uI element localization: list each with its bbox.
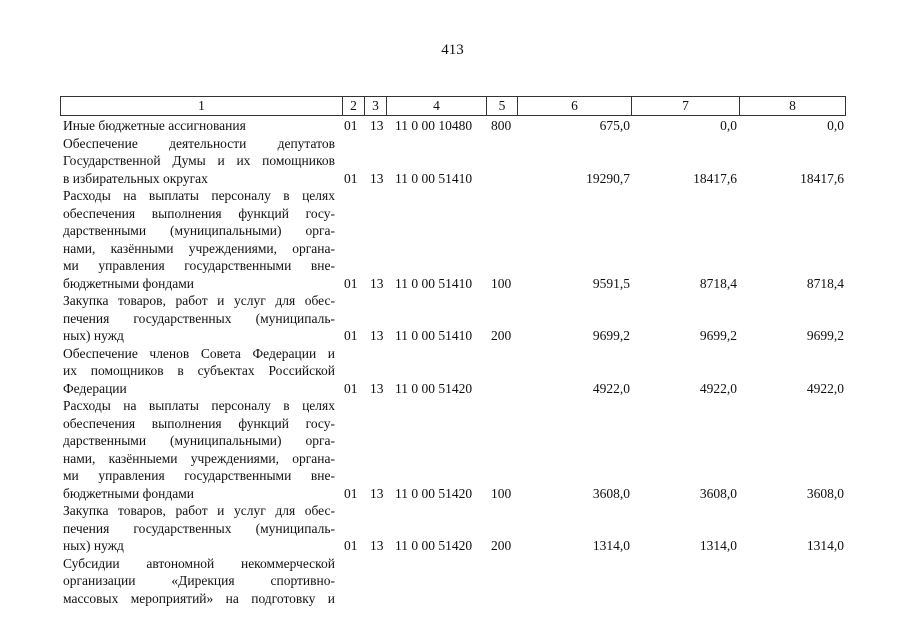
row-section-code: 01: [344, 328, 358, 343]
row-label-line: печения государственных (муниципаль-: [63, 310, 335, 326]
row-target-article-code: 11 0 00 51410: [395, 170, 473, 186]
row-value-col6: 9699,2: [592, 328, 630, 343]
row-label-line: организации «Дирекция спортивно-: [63, 573, 335, 588]
table-row: [0, 345, 905, 398]
row-label-line: ных) нужд: [63, 328, 124, 343]
row-label-line: дарственными (муниципальными) орга-: [63, 223, 335, 238]
row-subsection-code: 13: [370, 328, 384, 343]
row-label-line: Обеспечение деятельности депутатов: [63, 135, 335, 151]
row-label-line: Расходы на выплаты персоналу в целях: [63, 188, 335, 203]
table-row: [0, 292, 905, 345]
row-expense-type-code: 200: [491, 538, 512, 553]
row-section-code: 01: [344, 485, 358, 501]
row-label-line: нами, казённыеми учреждениями, органа-: [63, 450, 335, 466]
row-label-line: в избирательных округах: [63, 170, 208, 186]
row-section-code: 01: [344, 118, 358, 133]
table-row: [0, 135, 905, 188]
row-label-line: обеспечения выполнения функций госу-: [63, 415, 335, 431]
header-col-4: 4: [386, 97, 486, 115]
row-expense-type-code: 200: [491, 328, 512, 343]
row-label-line: Иные бюджетные ассигнования: [63, 118, 246, 133]
row-label-line: Расходы на выплаты персоналу в целях: [63, 398, 335, 413]
table-row: [0, 187, 905, 292]
row-value-col8: 4922,0: [806, 380, 844, 396]
row-value-col7: 4922,0: [699, 380, 737, 396]
table-row: [0, 397, 905, 502]
row-subsection-code: 13: [370, 118, 384, 133]
row-label-line: ных) нужд: [63, 538, 124, 553]
row-value-col8: 0,0: [827, 118, 844, 133]
row-label-line: Субсидии автономной некоммерческой: [63, 555, 335, 571]
row-subsection-code: 13: [370, 485, 384, 501]
header-col-2: 2: [342, 97, 364, 115]
row-value-col7: 18417,6: [693, 170, 737, 186]
header-col-7: 7: [631, 97, 739, 115]
header-col-6: 6: [517, 97, 631, 115]
row-label-line: обеспечения выполнения функций госу-: [63, 205, 335, 221]
row-expense-type-code: 800: [491, 118, 512, 133]
row-section-code: 01: [344, 275, 358, 291]
row-expense-type-code: 100: [491, 485, 512, 501]
header-col-3: 3: [364, 97, 386, 115]
row-label-line: массовых мероприятий» на подготовку и: [63, 590, 335, 606]
row-target-article-code: 11 0 00 10480: [395, 118, 473, 133]
row-value-col6: 19290,7: [586, 170, 630, 186]
row-value-col8: 8718,4: [806, 275, 844, 291]
row-label-line: нами, казёнными учреждениями, органа-: [63, 240, 335, 256]
row-value-col7: 3608,0: [699, 485, 737, 501]
header-col-1: 1: [60, 97, 342, 115]
row-value-col6: 9591,5: [592, 275, 630, 291]
row-expense-type-code: 100: [491, 275, 512, 291]
row-value-col7: 1314,0: [699, 538, 737, 553]
row-value-col6: 3608,0: [592, 485, 630, 501]
row-subsection-code: 13: [370, 170, 384, 186]
row-subsection-code: 13: [370, 275, 384, 291]
header-col-8: 8: [739, 97, 846, 115]
table-row: [0, 502, 905, 555]
row-target-article-code: 11 0 00 51420: [395, 380, 473, 396]
row-target-article-code: 11 0 00 51420: [395, 485, 473, 501]
row-value-col7: 8718,4: [699, 275, 737, 291]
row-target-article-code: 11 0 00 51410: [395, 275, 473, 291]
row-label-line: дарственными (муниципальными) орга-: [63, 433, 335, 448]
row-value-col8: 18417,6: [800, 170, 844, 186]
row-subsection-code: 13: [370, 538, 384, 553]
row-label-line: Закупка товаров, работ и услуг для обес-: [63, 503, 335, 518]
page-number: 413: [441, 42, 464, 58]
row-label-line: Государственной Думы и их помощников: [63, 153, 335, 168]
row-label-line: печения государственных (муниципаль-: [63, 520, 335, 536]
row-value-col8: 9699,2: [806, 328, 844, 343]
row-target-article-code: 11 0 00 51420: [395, 538, 473, 553]
row-label-line: Обеспечение членов Совета Федерации и: [63, 345, 335, 361]
row-target-article-code: 11 0 00 51410: [395, 328, 473, 343]
row-subsection-code: 13: [370, 380, 384, 396]
row-label-line: бюджетными фондами: [63, 485, 194, 501]
row-label-line: Федерации: [63, 380, 127, 396]
row-section-code: 01: [344, 380, 358, 396]
row-section-code: 01: [344, 170, 358, 186]
row-label-line: Закупка товаров, работ и услуг для обес-: [63, 293, 335, 308]
row-label-line: ми управления государственными вне-: [63, 258, 335, 273]
row-label-line: их помощников в субъектах Российской: [63, 363, 335, 378]
row-value-col6: 4922,0: [592, 380, 630, 396]
row-value-col8: 3608,0: [806, 485, 844, 501]
table-row: [0, 117, 905, 135]
row-value-col6: 1314,0: [592, 538, 630, 553]
row-value-col8: 1314,0: [806, 538, 844, 553]
row-value-col6: 675,0: [599, 118, 630, 133]
table-header-row: [60, 96, 846, 116]
row-value-col7: 0,0: [720, 118, 737, 133]
row-label-line: ми управления государственными вне-: [63, 468, 335, 483]
table-row: [0, 555, 905, 608]
row-value-col7: 9699,2: [699, 328, 737, 343]
row-label-line: бюджетными фондами: [63, 275, 194, 291]
row-section-code: 01: [344, 538, 358, 553]
header-col-5: 5: [486, 97, 517, 115]
